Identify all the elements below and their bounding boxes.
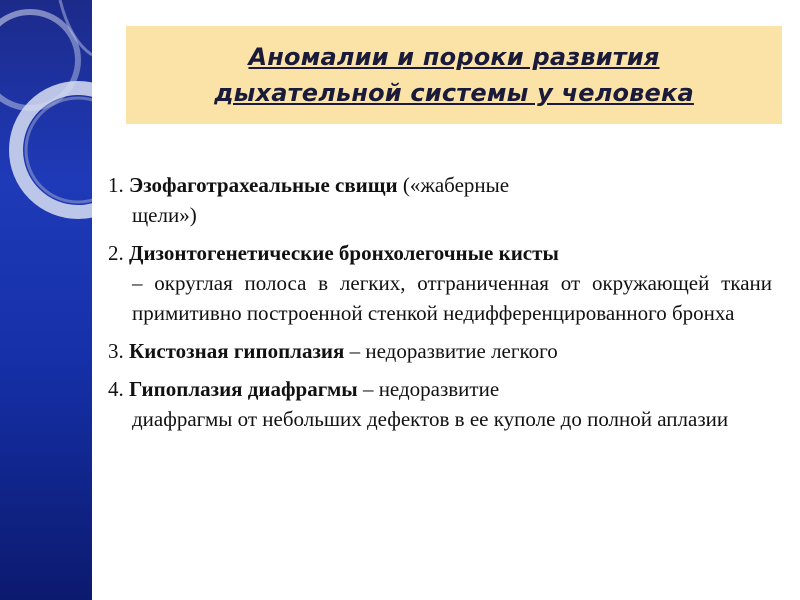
item-text: – недоразвитие легкого — [344, 339, 558, 363]
list-item — [108, 374, 772, 434]
item-text: – недоразвитие — [357, 377, 500, 401]
item-term: Дизонтогенетические бронхолегочные кисты — [129, 241, 559, 265]
item-number: 2. — [108, 241, 129, 265]
title-line-1: Аномалии и пороки развития — [248, 43, 660, 71]
item-term: Гипоплазия диафрагмы — [129, 377, 358, 401]
item-continuation: – округлая полоса в легких, отграниченная от окружающей ткани примитивно построенной стенкой недифференцированного бронха — [132, 271, 772, 325]
decorative-rings — [0, 0, 92, 600]
list-item — [108, 238, 772, 328]
item-number: 4. — [108, 377, 129, 401]
item-text: («жаберные — [397, 173, 510, 197]
anomaly-list — [108, 170, 772, 442]
title-line-2: дыхательной системы у человека — [214, 79, 694, 107]
item-term: Кистозная гипоплазия — [129, 339, 345, 363]
title-box — [126, 26, 782, 124]
list-item — [108, 170, 772, 230]
item-continuation: щели») — [132, 203, 197, 227]
item-number: 1. — [108, 173, 129, 197]
item-number: 3. — [108, 339, 129, 363]
decorative-side-panel — [0, 0, 92, 600]
item-continuation: диафрагмы от небольших дефектов в ее куполе до полной аплазии — [132, 407, 729, 431]
item-term: Эзофаготрахеальные свищи — [129, 173, 398, 197]
list-item — [108, 336, 772, 366]
